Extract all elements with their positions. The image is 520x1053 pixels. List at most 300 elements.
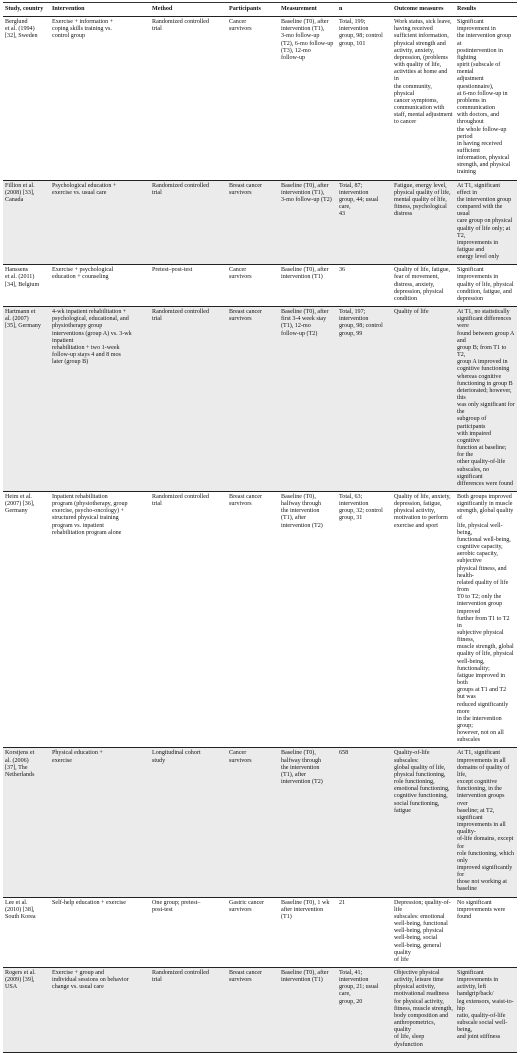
cell-text-line: Fatigue, energy level, [394, 182, 447, 189]
cell-text-line: except cognitive [457, 779, 498, 786]
cell-text-line: Hartmann et [5, 309, 36, 316]
cell-text-line: Heim et al. [5, 494, 32, 500]
cell-text-line: spirit (subscale of mental [457, 62, 501, 76]
cell-text-line: (T2), 6-mo follow-up [281, 40, 334, 47]
cell-text-line: Both groups improved [457, 494, 512, 500]
cell-text-line: USA [5, 984, 18, 991]
measurement-cell [279, 180, 337, 265]
cell-text-line: the intervention [281, 508, 320, 515]
cell-text-line: [35], Germany [5, 323, 41, 330]
cell-text-line: ratio, quality-of-life [457, 1012, 506, 1019]
cell-text-line: subscales: emotional [394, 913, 445, 920]
results-cell [455, 180, 517, 265]
cell-text-line: with impaired cognitive [457, 430, 492, 444]
cell-text-line: activities at home and in [394, 69, 448, 83]
cell-text-line: No significant [457, 899, 492, 906]
cell-text-line: Significant improvement in [457, 19, 496, 33]
table-row [3, 748, 517, 897]
cell-text-line: Exercise + psychological [52, 267, 114, 274]
outcome-measures-cell [392, 265, 455, 307]
measurement-cell [279, 748, 337, 897]
cell-text-line: exercise [52, 757, 72, 764]
cell-text-line: survivors [229, 316, 252, 323]
cell-text-line: deteriorated; however, this [457, 387, 512, 401]
cell-text-line: quality of life only; at T2, [457, 225, 511, 239]
cell-text-line: Breast cancer [229, 182, 262, 189]
intervention-cell [50, 265, 150, 307]
cell-text-line: trial [152, 189, 162, 196]
cell-text-line: group B; from T1 to T2, [457, 344, 507, 359]
cell-text-line: to cancer [394, 119, 417, 126]
cell-text-line: at 6-mo follow-up in [457, 90, 508, 97]
participants-cell [227, 180, 279, 265]
cell-text-line: Baseline (T0), after [281, 309, 329, 316]
n-cell [337, 307, 392, 492]
cell-text-line: (T1), after [281, 515, 307, 522]
intervention-cell [50, 307, 150, 492]
measurement-cell [279, 897, 337, 967]
cell-text-line: (T3), 12-mo [281, 47, 311, 54]
measurement-cell [279, 492, 337, 748]
cell-text-line: compared with the usual [457, 204, 503, 218]
participants-cell [227, 307, 279, 492]
cell-text-line: group A improved in [457, 359, 508, 366]
cell-text-line: distress [394, 211, 413, 218]
outcome-measures-cell [392, 180, 455, 265]
outcome-measures-cell [392, 968, 455, 1053]
cell-text-line: trial [152, 501, 162, 508]
cell-text-line: dysfunction [394, 1041, 423, 1048]
cell-text-line: leg extensors, waist-to-hip [457, 998, 514, 1012]
cell-text-line: Breast cancer [229, 970, 262, 976]
cell-text-line: al. (2007) [5, 316, 29, 323]
cell-text-line: motivational readiness [394, 991, 449, 998]
table-row [3, 17, 517, 180]
cell-text-line: subjective physical fitness, [457, 629, 504, 644]
cell-text-line: rehabilitation + two 1-week [52, 344, 120, 351]
cell-text-line: training [457, 169, 476, 176]
cell-text-line: subscale social well-being, [457, 1020, 508, 1034]
method-cell [150, 307, 227, 492]
cell-text-line: Inpatient rehabilitation [52, 494, 108, 500]
cell-text-line: group, 44; usual care, [339, 196, 379, 211]
cell-text-line: 3-mo follow-up (T2) [281, 196, 332, 203]
cell-text-line: intervention groups over [457, 793, 505, 807]
table-row [3, 897, 517, 967]
cell-text-line: group, 32; control [339, 508, 383, 515]
cell-text-line: Significant improvements in [457, 267, 499, 281]
cell-text-line: functional well-being, [457, 536, 511, 543]
results-cell [455, 492, 517, 748]
cell-text-line: and joint stiffness [457, 1034, 501, 1041]
cell-text-line: social functioning, [394, 800, 440, 807]
cell-text-line: Total, 63; intervention [339, 494, 369, 508]
cell-text-line: intervention (T1), [281, 26, 325, 33]
cell-text-line: the community, physical [394, 83, 432, 97]
cell-text-line: coping skills training vs. [52, 26, 112, 33]
cell-text-line: Breast cancer [229, 309, 262, 316]
cell-text-line: (2010) [38], [5, 906, 35, 913]
intervention-cell [50, 897, 150, 967]
cell-text-line: communication with [394, 105, 445, 112]
cell-text-line: body composition and [394, 1012, 449, 1019]
cell-text-line: South Korea [5, 913, 36, 920]
header-measurement: Measurement [279, 5, 337, 17]
cell-text-line: survivors [229, 906, 252, 913]
cell-text-line: significantly in muscle [457, 501, 513, 508]
cell-text-line: Depression; quality-of-life [394, 899, 451, 913]
cell-text-line: depression, (problems [394, 54, 448, 61]
measurement-cell [279, 968, 337, 1053]
cell-text-line: strength, and physical [457, 162, 511, 169]
cell-text-line: Baseline (T0), 1 wk [281, 899, 330, 906]
participants-cell [227, 17, 279, 180]
cell-text-line: Exercise + group and [52, 970, 104, 976]
cell-text-line: problems in communication [457, 97, 495, 112]
cell-text-line: other quality-of-life [457, 459, 506, 466]
cell-text-line: Baseline (T0), [281, 494, 316, 500]
cell-text-line: Physical education + [52, 750, 103, 757]
cell-text-line: energy level only [457, 254, 500, 261]
cell-text-line: Baseline (T0), after [281, 19, 329, 26]
header-participants: Participants [227, 5, 279, 17]
cell-text-line: strength, global quality of [457, 508, 514, 522]
cell-text-line: information, physical [457, 155, 510, 162]
cell-text-line: of life [394, 956, 409, 963]
cell-text-line: domains of quality of life, [457, 764, 510, 778]
cell-text-line: subgroup of participants [457, 416, 487, 430]
cell-text-line: psychological, educational, and [52, 316, 129, 323]
cell-text-line: One group; pretest– [152, 899, 201, 906]
cell-text-line: group, 98; control [339, 323, 383, 330]
participants-cell [227, 897, 279, 967]
cell-text-line: Total, 199; intervention [339, 19, 369, 33]
cell-text-line: postintervention in fighting [457, 47, 503, 61]
cell-text-line: activity, left handgrip/back/ [457, 984, 494, 998]
cell-text-line: fear of movement, [394, 274, 439, 281]
cell-text-line: first 3-4 week stay [281, 316, 327, 323]
cell-text-line: physical functioning, [394, 771, 446, 778]
cell-text-line: Hanssens [5, 267, 29, 274]
n-cell [337, 492, 392, 748]
cell-text-line: functioning, in the [457, 786, 502, 793]
cell-text-line: 3-mo follow-up [281, 33, 320, 40]
cell-text-line: Total, 197; intervention [339, 309, 369, 323]
cell-text-line: with quality of life, [394, 62, 442, 69]
outcome-measures-cell [392, 748, 455, 897]
results-cell [455, 307, 517, 492]
cell-text-line: intervention (T1) [281, 977, 323, 984]
cell-text-line: intervention (T1) [281, 274, 323, 281]
measurement-cell [279, 307, 337, 492]
cell-text-line: Randomized controlled [152, 970, 210, 976]
cell-text-line: staff, mental adjustment [394, 112, 453, 119]
n-cell [337, 897, 392, 967]
intervention-cell [50, 17, 150, 180]
cell-text-line: improvements were found [457, 906, 506, 920]
cell-text-line: of life, sleep [394, 1034, 425, 1041]
cell-text-line: et al. (2011) [5, 274, 35, 281]
cell-text-line: trial [152, 26, 162, 33]
cell-text-line: related quality of life from [457, 579, 509, 594]
cell-text-line: group, 20 [339, 998, 363, 1005]
cell-text-line: At T1, significant effect in [457, 182, 501, 196]
cell-text-line: Randomized controlled [152, 182, 210, 189]
cell-text-line: cognitive capacity, [457, 544, 503, 551]
cell-text-line: At T1, no statistically [457, 309, 510, 316]
cell-text-line: improvements in all [457, 757, 506, 764]
table-row [3, 492, 517, 748]
cell-text-line: adjustment questionnaire), [457, 76, 494, 90]
cell-text-line: program (physiotherapy, group [52, 501, 128, 508]
cell-text-line: fatigue [394, 807, 411, 814]
method-cell [150, 180, 227, 265]
cell-text-line: survivors [229, 757, 252, 764]
cell-text-line: trial [152, 977, 162, 984]
cell-text-line: group, 98; control [339, 33, 383, 40]
cell-text-line: life, physical well-being, [457, 522, 503, 536]
intervention-cell [50, 968, 150, 1053]
cell-text-line: al. (2006) [5, 757, 29, 764]
cell-text-line: subscales [457, 737, 481, 744]
cell-text-line: intervention (T1), [281, 189, 325, 196]
cell-text-line: physical activity, [394, 508, 436, 515]
cell-text-line: fatigue improved in both [457, 672, 506, 687]
cell-text-line: 36 [339, 267, 346, 274]
cell-text-line: Longitudinal cohort [152, 750, 201, 757]
table-top-rule [3, 2, 517, 3]
cell-text-line: Cancer [229, 750, 247, 757]
cell-text-line: the intervention group [457, 196, 512, 203]
cell-text-line: improved significantly for [457, 864, 513, 879]
study-cell [3, 897, 50, 967]
method-cell [150, 17, 227, 180]
studies-table [3, 5, 517, 1053]
outcome-measures-cell [392, 307, 455, 492]
cell-text-line: emotional functioning, [394, 786, 450, 793]
cell-text-line: activity, anxiety, [394, 47, 434, 54]
cell-text-line: Total, 41; intervention [339, 970, 369, 984]
results-cell [455, 17, 517, 180]
intervention-cell [50, 492, 150, 748]
cell-text-line: cancer symptoms, [394, 97, 438, 104]
cell-text-line: after intervention [281, 906, 324, 913]
cell-text-line: intervention (T2) [281, 522, 323, 529]
cell-text-line: follow-up [281, 54, 306, 61]
intervention-cell [50, 748, 150, 897]
cell-text-line: baseline [457, 886, 477, 893]
outcome-measures-cell [392, 492, 455, 748]
cell-text-line: 21 [339, 899, 346, 906]
cell-text-line: condition [394, 295, 418, 302]
cell-text-line: (T1), after [281, 771, 307, 778]
outcome-measures-cell [392, 897, 455, 967]
cell-text-line: anthropometrics, quality [394, 1020, 436, 1034]
cell-text-line: structured physical training [52, 515, 119, 522]
cell-text-line: quality of life, physical [457, 281, 514, 288]
cell-text-line: Randomized controlled [152, 19, 210, 26]
table-row [3, 968, 517, 1053]
cell-text-line: improvements in fatigue and [457, 239, 499, 253]
cell-text-line: Objective physical [394, 970, 440, 976]
cell-text-line: physiotherapy group [52, 323, 103, 330]
study-cell [3, 307, 50, 492]
cell-text-line: T0 to T2; only the [457, 594, 502, 601]
cell-text-line: muscle strength, global [457, 644, 514, 651]
cell-text-line: post-test [152, 906, 173, 913]
cell-text-line: was only significant for the [457, 402, 515, 416]
n-cell [337, 180, 392, 265]
cell-text-line: Baseline (T0), [281, 750, 316, 757]
cell-text-line: Exercise + information + [52, 19, 114, 26]
cell-text-line: Total, 87; intervention [339, 182, 369, 196]
cell-text-line: physical strength and [394, 40, 446, 47]
cell-text-line: [32], Sweden [5, 33, 38, 40]
results-cell [455, 265, 517, 307]
header-results: Results [455, 5, 517, 17]
cell-text-line: follow-up stays 4 and 8 mos [52, 352, 121, 359]
header-n: n [337, 5, 392, 17]
cell-text-line: found between group A and [457, 330, 515, 344]
table-row [3, 180, 517, 265]
header-outcome-measures: Outcome measures [392, 5, 455, 17]
cell-text-line: functioning in group B [457, 380, 513, 387]
cell-text-line: the intervention group at [457, 33, 512, 47]
cell-text-line: however, not on all [457, 730, 504, 737]
cell-text-line: those not working at [457, 879, 507, 886]
outcome-measures-cell [392, 17, 455, 180]
results-cell [455, 968, 517, 1053]
cell-text-line: Fillion et al. [5, 182, 35, 189]
header-intervention: Intervention [50, 5, 150, 17]
cell-text-line: trial [152, 316, 162, 323]
study-cell [3, 492, 50, 748]
cell-text-line: physical activity, [394, 984, 436, 991]
n-cell [337, 968, 392, 1053]
cell-text-line: study [152, 757, 166, 764]
cell-text-line: cognitive functioning, [394, 793, 448, 800]
cell-text-line: follow-up (T2) [281, 330, 318, 337]
cell-text-line: individual sessions on behavior [52, 977, 129, 984]
cell-text-line: group, 21; usual care, [339, 984, 379, 998]
n-cell [337, 17, 392, 180]
cell-text-line: condition, fatigue, and [457, 288, 512, 295]
cell-text-line: survivors [229, 26, 252, 33]
cell-text-line: of-life domains, except for [457, 836, 514, 850]
cell-text-line: Korstjens et [5, 750, 35, 757]
cell-text-line: exercise vs. usual care [52, 189, 107, 196]
cell-text-line: survivors [229, 189, 252, 196]
cell-text-line: program vs. inpatient [52, 522, 104, 529]
cell-text-line: Breast cancer [229, 494, 262, 500]
cell-text-line: interventions (group A) vs. 3-wk inpatient [52, 330, 132, 344]
cell-text-line: aerobic capacity, subjective [457, 551, 498, 565]
cell-text-line: differences were found [457, 480, 514, 487]
cell-text-line: 658 [339, 750, 349, 757]
table-row [3, 307, 517, 492]
cell-text-line: global quality of life, [394, 764, 446, 771]
cell-text-line: reduced significantly more [457, 701, 509, 715]
cell-text-line: whereas cognitive [457, 373, 502, 380]
cell-text-line: survivors [229, 274, 252, 281]
participants-cell [227, 265, 279, 307]
header-method: Method [150, 5, 227, 17]
cell-text-line: Work status, sick leave, [394, 19, 452, 26]
header-study: Study, country [3, 5, 50, 17]
cell-text-line: Quality-of-life subscales: [394, 750, 430, 764]
cell-text-line: survivors [229, 977, 252, 984]
cell-text-line: Psychological education + [52, 182, 117, 189]
cell-text-line: group, 99 [339, 330, 363, 337]
cell-text-line: (2008) [33], [5, 189, 35, 196]
method-cell [150, 492, 227, 748]
cell-text-line: intervention (T2) [281, 779, 323, 786]
cell-text-line: well-being, social [394, 935, 438, 942]
cell-text-line: depression [457, 295, 484, 302]
cell-text-line: depression, physical [394, 288, 444, 295]
cell-text-line: group, 101 [339, 40, 366, 47]
cell-text-line: care group on physical [457, 218, 513, 225]
cell-text-line: change vs. usual care [52, 984, 104, 991]
method-cell [150, 968, 227, 1053]
study-cell [3, 748, 50, 897]
cell-text-line: in having received sufficient [457, 140, 503, 154]
cell-text-line: subscales, no significant [457, 466, 490, 480]
table-body [3, 17, 517, 1053]
cell-text-line: (T1) [281, 913, 292, 920]
cell-text-line: distress, anxiety, [394, 281, 435, 288]
cell-text-line: Cancer [229, 19, 247, 26]
cell-text-line: control group [52, 33, 86, 40]
cell-text-line: Baseline (T0), after [281, 970, 329, 976]
cell-text-line: Rogers et al. [5, 970, 36, 976]
participants-cell [227, 492, 279, 748]
cell-text-line: role functioning, [394, 779, 435, 786]
cell-text-line: Baseline (T0), after [281, 267, 329, 274]
cell-text-line: exercise, psycho-oncology) + [52, 508, 124, 515]
cell-text-line: depression, fatigue, [394, 501, 442, 508]
cell-text-line: well-being, functional [394, 921, 448, 928]
cell-text-line: Quality of life, fatigue, [394, 267, 451, 274]
cell-text-line: physical quality of life, [394, 189, 451, 196]
cell-text-line: in the intervention group; [457, 715, 502, 729]
cell-text-line: (2009) [39], [5, 977, 35, 984]
cell-text-line: exercise and sport [394, 522, 438, 529]
cell-text-line: 43 [339, 211, 346, 218]
cell-text-line: with doctors, and throughout [457, 112, 500, 126]
n-cell [337, 748, 392, 897]
cell-text-line: survivors [229, 501, 252, 508]
participants-cell [227, 748, 279, 897]
cell-text-line: fitness, muscle strength, [394, 1005, 453, 1012]
cell-text-line: mental quality of life, [394, 196, 447, 203]
cell-text-line: further from T1 to T2 in [457, 615, 510, 629]
cell-text-line: Lee et al. [5, 899, 28, 906]
intervention-cell [50, 180, 150, 265]
study-cell [3, 265, 50, 307]
cell-text-line: rehabilitation program alone [52, 529, 122, 536]
cell-text-line: later (group B) [52, 359, 89, 366]
cell-text-line: motivation to perform [394, 515, 448, 522]
cell-text-line: education + counseling [52, 274, 109, 281]
cell-text-line: baseline; at T2, significant [457, 807, 495, 821]
table-header-row [3, 5, 517, 17]
cell-text-line: Baseline (T0), after [281, 182, 329, 189]
cell-text-line: activity, leisure time [394, 977, 444, 984]
cell-text-line: Berglund [5, 19, 28, 26]
cell-text-line: sufficient information, [394, 33, 449, 40]
cell-text-line: intervention group improved [457, 601, 503, 615]
